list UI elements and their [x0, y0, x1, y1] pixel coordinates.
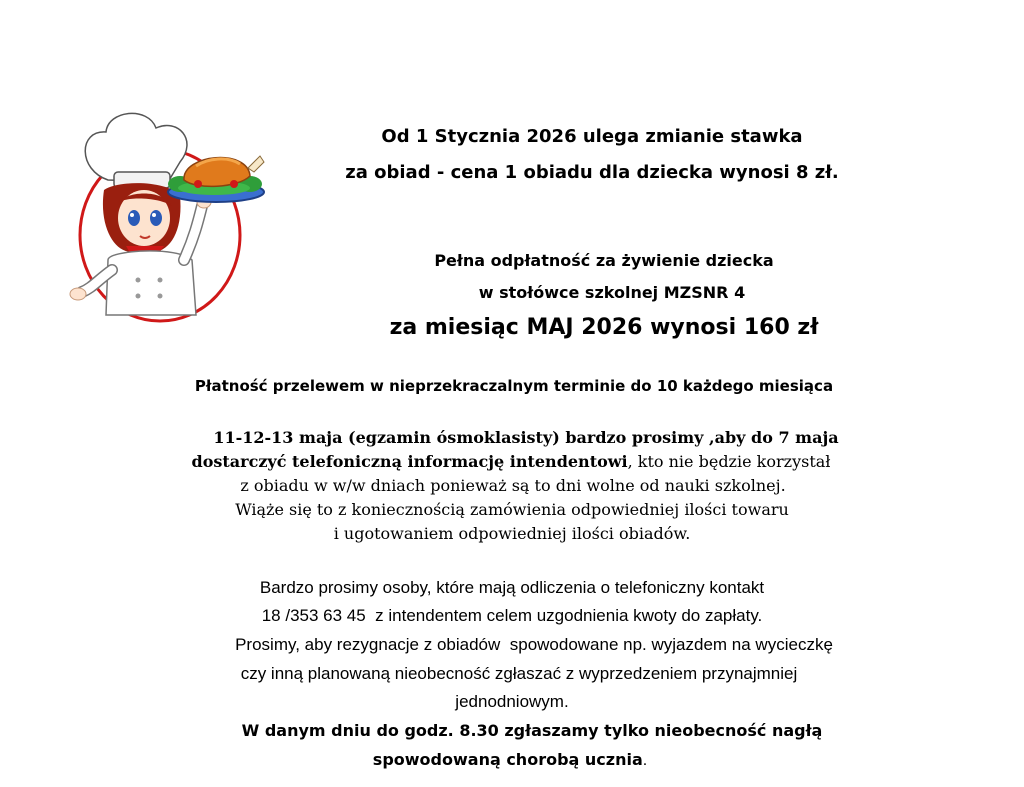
rate-line-2: za obiad - cena 1 obiadu dla dziecka wynosi 8 zł. — [345, 162, 839, 183]
sudden-line-2-end: . — [642, 752, 648, 769]
cancel-line-2: czy inną planowaną nieobecność zgłaszać z wyprzedzeniem przynajmniej — [240, 664, 798, 683]
rate-line-1: Od 1 Stycznia 2026 ulega zmianie stawka — [381, 126, 803, 147]
contact-line-2: 18 /353 63 45 z intendentem celem uzgodnienia kwoty do zapłaty. — [261, 606, 763, 625]
payment-deadline: Płatność przelewem w nieprzekraczalnym terminie do 10 każdego miesiąca — [194, 377, 834, 395]
exam-line-3: z obiadu w w/w dniach ponieważ są to dni wolne od nauki szkolnej. — [240, 476, 786, 495]
cancel-line-1: Prosimy, aby rezygnacje z obiadów spowodowane np. wyjazdem na wycieczkę — [235, 635, 833, 654]
sudden-line-2-bold: spowodowaną chorobą ucznia — [372, 750, 643, 769]
sudden-line-1: W danym dniu do godz. 8.30 zgłaszamy tylko nieobecność nagłą — [241, 721, 823, 740]
exam-line-2-rest: , kto nie będzie korzystał — [627, 452, 831, 471]
full-fee-line-2: w stołówce szkolnej MZSNR 4 — [478, 283, 746, 302]
cancel-line-3: jednodniowym. — [455, 692, 569, 711]
exam-line-5: i ugotowaniem odpowiedniej ilości obiadów. — [333, 524, 691, 543]
exam-line-2 — [0, 452, 1023, 471]
sudden-line-2 — [0, 750, 1022, 770]
exam-line-2-bold: dostarczyć telefoniczną informację intendentowi — [191, 452, 628, 471]
full-fee-line-1: Pełna odpłatność za żywienie dziecka — [434, 251, 774, 270]
exam-line-4: Wiąże się to z koniecznością zamówienia odpowiedniej ilości towaru — [235, 500, 789, 519]
contact-line-1: Bardzo prosimy osoby, które mają odliczenia o telefoniczny kontakt — [259, 578, 765, 597]
exam-line-1: 11-12-13 maja (egzamin ósmoklasisty) bardzo prosimy ,aby do 7 maja — [213, 428, 839, 447]
month-fee: za miesiąc MAJ 2026 wynosi 160 zł — [389, 315, 819, 340]
